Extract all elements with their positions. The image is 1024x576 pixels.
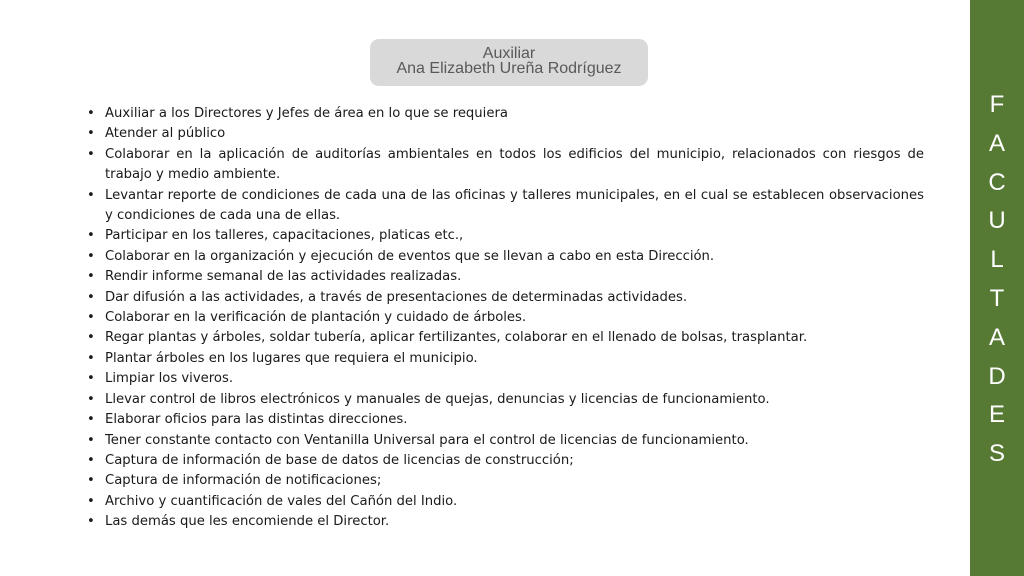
list-item-text: Llevar control de libros electrónicos y manuales de quejas, denuncias y licencias de funcionamiento. — [105, 391, 770, 407]
list-item-text: Colaborar en la verificación de plantación y cuidado de árboles. — [105, 310, 527, 326]
list-item-text: Regar plantas y árboles, soldar tubería, aplicar fertilizantes, colaborar en el llenado de bolsas, trasplantar. — [105, 330, 808, 346]
bullet-icon: • — [87, 310, 95, 326]
list-item — [85, 410, 924, 430]
list-item-text: Colaborar en la organización y ejecución de eventos que se llevan a cabo en esta Dirección. — [105, 248, 715, 264]
list-item-text: Captura de información de base de datos de licencias de construcción; — [105, 452, 574, 468]
side-bar — [970, 0, 1024, 576]
bullet-icon: • — [87, 452, 95, 468]
bullet-icon: • — [87, 473, 95, 489]
bullet-icon: • — [87, 248, 95, 264]
list-item — [85, 288, 924, 308]
list-item-text: Elaborar oficios para las distintas direcciones. — [105, 412, 408, 428]
vertical-letter: L — [990, 246, 1004, 274]
list-item — [85, 512, 924, 532]
list-item — [85, 369, 924, 389]
list-item — [85, 451, 924, 471]
bullet-icon: • — [87, 391, 95, 407]
list-item — [85, 104, 924, 124]
list-item-text: Rendir informe semanal de las actividades realizadas. — [105, 269, 462, 285]
bullet-icon: • — [87, 514, 95, 530]
person-name: Ana Elizabeth Ureña Rodríguez — [396, 60, 622, 77]
list-item-text: Archivo y cuantificación de vales del Cañón del Indio. — [105, 493, 458, 509]
list-item — [85, 226, 924, 246]
vertical-title — [970, 89, 1024, 477]
bullet-icon: • — [87, 146, 95, 162]
vertical-letter: T — [989, 284, 1005, 312]
bullet-icon: • — [87, 106, 95, 121]
bullet-icon: • — [87, 412, 95, 428]
bullet-icon: • — [87, 187, 95, 203]
list-item — [85, 492, 924, 512]
list-item-text: Limpiar los viveros. — [105, 371, 234, 387]
bullet-icon: • — [87, 371, 95, 387]
title-box — [370, 39, 648, 86]
list-item — [85, 431, 924, 451]
bullet-icon: • — [87, 228, 95, 244]
bullet-icon: • — [87, 126, 95, 142]
list-item-text: Tener constante contacto con Ventanilla Universal para el control de licencias de funcionamiento. — [105, 432, 749, 448]
bullet-icon: • — [87, 269, 95, 285]
list-item-text: Captura de información de notificaciones; — [105, 473, 382, 489]
list-item-text: Atender al público — [105, 126, 226, 142]
list-item-text: Auxiliar a los Directores y Jefes de área en lo que se requiera — [105, 106, 508, 121]
list-item — [85, 124, 924, 144]
bullet-icon: • — [87, 432, 95, 448]
list-item — [85, 328, 924, 348]
list-item-text: Colaborar en la aplicación de auditorías ambientales en todos los edificios del municipio, relacionados con riesgos de trabajo y medio ambiente. — [105, 146, 924, 183]
list-item — [85, 471, 924, 491]
vertical-letter: A — [988, 129, 1005, 157]
vertical-letter: F — [989, 91, 1005, 118]
list-item — [85, 145, 924, 186]
list-item-text: Plantar árboles en los lugares que requiera el municipio. — [105, 350, 478, 366]
role-title: Auxiliar — [482, 45, 536, 62]
bullet-icon: • — [87, 493, 95, 509]
bullet-icon: • — [87, 350, 95, 366]
list-item-text: Participar en los talleres, capacitaciones, platicas etc., — [105, 228, 464, 244]
bullet-icon: • — [87, 330, 95, 346]
vertical-letter: A — [988, 323, 1005, 351]
list-item — [85, 186, 924, 227]
vertical-letter: E — [988, 401, 1005, 429]
list-item — [85, 349, 924, 369]
list-item — [85, 390, 924, 410]
list-item — [85, 267, 924, 287]
vertical-letter: U — [988, 207, 1006, 235]
vertical-letter: D — [988, 362, 1006, 390]
vertical-letter: C — [988, 168, 1006, 196]
list-item-text: Dar difusión a las actividades, a través de presentaciones de determinadas actividades. — [105, 289, 688, 305]
list-item-text: Las demás que les encomiende el Director. — [105, 514, 390, 530]
vertical-letter: S — [988, 440, 1005, 468]
list-item — [85, 308, 924, 328]
bullet-icon: • — [87, 289, 95, 305]
duties-list — [85, 104, 924, 533]
list-item-text: Levantar reporte de condiciones de cada una de las oficinas y talleres municipales, en el cual se establecen observaciones y condiciones de cada una de ellas. — [105, 187, 924, 224]
list-item — [85, 247, 924, 267]
